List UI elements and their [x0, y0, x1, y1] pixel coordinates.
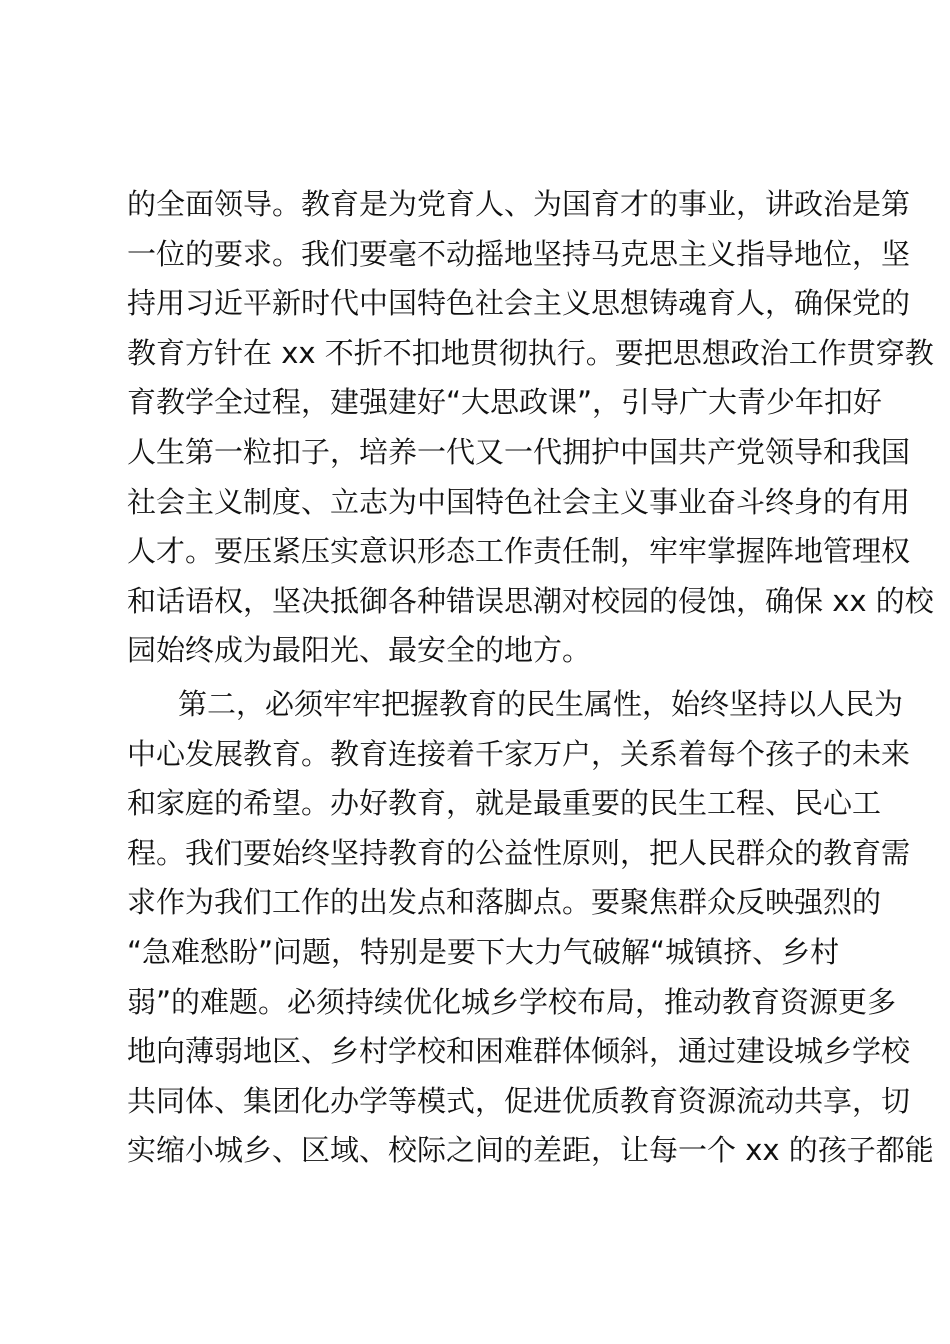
text-line: 和话语权，坚决抵御各种错误思潮对校园的侵蚀，确保 xx 的校 [127, 583, 934, 618]
text-line: 和家庭的希望。办好教育，就是最重要的民生工程、民心工 [127, 786, 882, 821]
paragraph-1 [127, 180, 934, 676]
document-page [127, 180, 934, 1176]
text-line: 育教学全过程，建强建好“大思政课”，引导广大青少年扣好 [127, 385, 883, 420]
text-line: 的全面领导。教育是为党育人、为国育才的事业，讲政治是第 [127, 187, 911, 221]
text-line: 程。我们要始终坚持教育的公益性原则，把人民群众的教育需 [127, 835, 911, 870]
text-line: 实缩小城乡、区域、校际之间的差距，让每一个 xx 的孩子都能 [127, 1133, 934, 1168]
text-line: 人生第一粒扣子，培养一代又一代拥护中国共产党领导和我国 [127, 434, 911, 469]
text-line: 第二，必须牢牢把握教育的民生属性，始终坚持以人民为 [178, 686, 904, 721]
text-line: 教育方针在 xx 不折不扣地贯彻执行。要把思想政治工作贯穿教 [127, 335, 934, 370]
text-line: 人才。要压紧压实意识形态工作责任制，牢牢掌握阵地管理权 [127, 534, 911, 569]
text-line: 共同体、集团化办学等模式，促进优质教育资源流动共享，切 [127, 1083, 911, 1118]
text-line: 地向薄弱地区、乡村学校和困难群体倾斜，通过建设城乡学校 [127, 1034, 911, 1069]
text-line: 一位的要求。我们要毫不动摇地坚持马克思主义指导地位，坚 [127, 236, 911, 271]
text-line: 求作为我们工作的出发点和落脚点。要聚焦群众反映强烈的 [127, 885, 882, 920]
text-line: “急难愁盼”问题，特别是要下大力气破解“城镇挤、乡村 [127, 934, 840, 969]
text-line: 弱”的难题。必须持续优化城乡学校布局，推动教育资源更多 [127, 984, 897, 1019]
text-line: 中心发展教育。教育连接着千家万户，关系着每个孩子的未来 [127, 736, 911, 771]
paragraph-2 [127, 680, 934, 1176]
text-line: 园始终成为最阳光、最安全的地方。 [127, 633, 592, 668]
text-line: 持用习近平新时代中国特色社会主义思想铸魂育人，确保党的 [127, 286, 911, 321]
text-line: 社会主义制度、立志为中国特色社会主义事业奋斗终身的有用 [127, 484, 911, 519]
